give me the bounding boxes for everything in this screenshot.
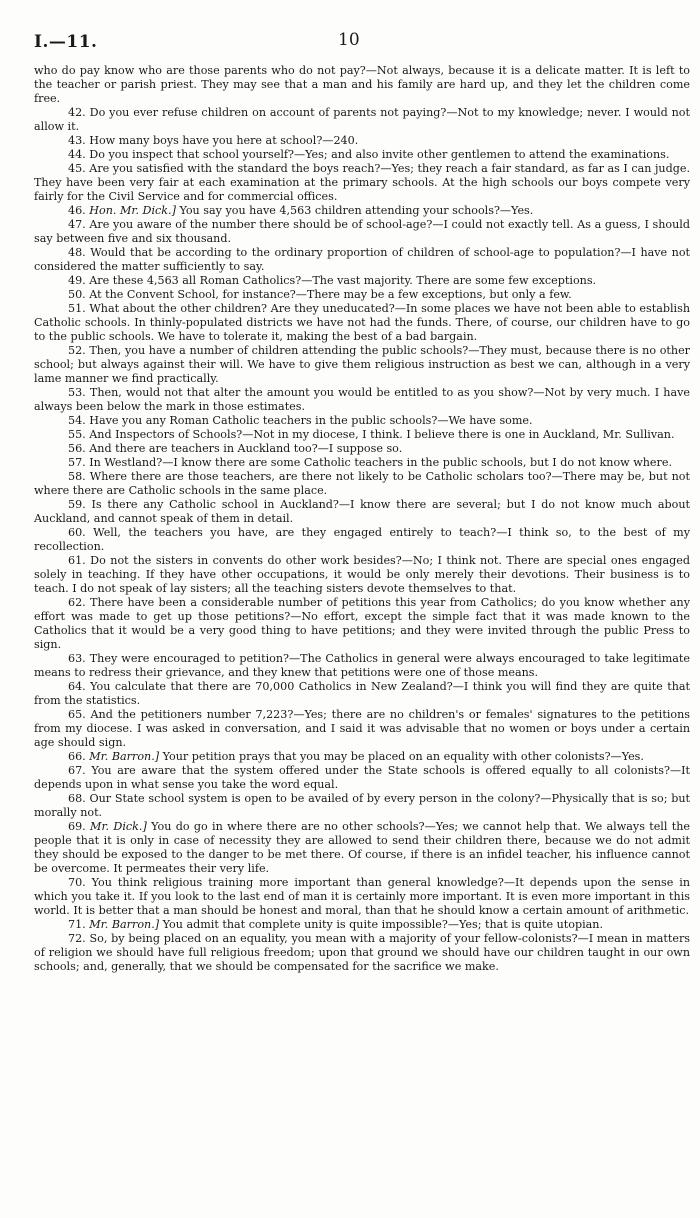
question-paragraph xyxy=(34,204,690,218)
paragraph-text: 43. How many boys have you here at school?—240. xyxy=(68,134,359,147)
page-number: 10 xyxy=(338,30,360,50)
speaker-name: Mr. Barron.] xyxy=(89,750,160,763)
question-paragraph xyxy=(34,386,690,414)
paragraph-text: 70. You think religious training more important than general knowledge?—It depends upon the sense in which you take it. If you look to the last end of man it is certainly more important. It is even more important in this world. It is better that a man should be honest and moral, than that he should know a certain amount of arithmetic. xyxy=(34,876,690,917)
speaker-name: Mr. Barron.] xyxy=(89,918,160,931)
question-paragraph xyxy=(34,750,690,764)
paragraph-text: 72. So, by being placed on an equality, you mean with a majority of your fellow-colonists?—I mean in matters of religion we should have full religious freedom; upon that ground we should have our children taught in our own schools; and, generally, that we should be compensated for the sacrifice we make. xyxy=(34,932,690,973)
question-paragraph xyxy=(34,596,690,652)
question-paragraph xyxy=(34,428,690,442)
paragraph-text: 57. In Westland?—I know there are some Catholic teachers in the public schools, but I do not know where. xyxy=(68,456,672,469)
paragraph-text: Your petition prays that you may be placed on an equality with other colonists?—Yes. xyxy=(159,750,644,763)
paragraph-text: You admit that complete unity is quite impossible?—Yes; that is quite utopian. xyxy=(159,918,604,931)
paragraph-text: 47. Are you aware of the number there should be of school-age?—I could not exactly tell. As a guess, I should say between five and six thousand. xyxy=(34,218,690,245)
paragraph-text: 67. You are aware that the system offered under the State schools is offered equally to all colonists?—It depends upon in what sense you take the word equal. xyxy=(34,764,690,791)
question-paragraph xyxy=(34,932,690,974)
question-number: 46. xyxy=(68,204,90,217)
question-paragraph xyxy=(34,64,690,106)
question-paragraph xyxy=(34,792,690,820)
paragraph-text: 62. There have been a considerable number of petitions this year from Catholics; do you know whether any effort was made to get up those petitions?—No effort, except the simple fact that it was made known to the Catholics that it would be a very good thing to have petitions; and they were invited through the public Press to sign. xyxy=(34,596,690,651)
question-paragraph xyxy=(34,274,690,288)
question-paragraph xyxy=(34,344,690,386)
question-paragraph xyxy=(34,526,690,554)
question-paragraph xyxy=(34,456,690,470)
paragraph-text: 49. Are these 4,563 all Roman Catholics?—The vast majority. There are some few exceptions. xyxy=(68,274,597,287)
body-text xyxy=(34,64,690,974)
question-paragraph xyxy=(34,414,690,428)
question-paragraph xyxy=(34,470,690,498)
question-paragraph xyxy=(34,680,690,708)
question-paragraph xyxy=(34,134,690,148)
question-paragraph xyxy=(34,652,690,680)
question-paragraph xyxy=(34,708,690,750)
paragraph-text: 42. Do you ever refuse children on account of parents not paying?—Not to my knowledge; never. I would not allow it. xyxy=(34,106,690,133)
question-paragraph xyxy=(34,302,690,344)
paragraph-text: 65. And the petitioners number 7,223?—Yes; there are no children's or females' signatures to the petitions from my diocese. I was asked in conversation, and I said it was advisable that no women or boys under a certain age should sign. xyxy=(34,708,690,749)
paragraph-text: 53. Then, would not that alter the amount you would be entitled to as you show?—Not by very much. I have always been below the mark in those estimates. xyxy=(34,386,690,413)
question-paragraph xyxy=(34,218,690,246)
paragraph-text: 60. Well, the teachers you have, are they engaged entirely to teach?—I think so, to the best of my recollection. xyxy=(34,526,690,553)
paragraph-text: You do go in where there are no other schools?—Yes; we cannot help that. We always tell the people that it is only in case of necessity they are allowed to send their children there, because we do not admit they should be exposed to the danger to be met there. Of course, if there is an infidel teacher, his influence cannot be overcome. It permeates their very life. xyxy=(34,820,690,875)
question-paragraph xyxy=(34,554,690,596)
question-paragraph xyxy=(34,246,690,274)
paragraph-text: 68. Our State school system is open to be availed of by every person in the colony?—Physically that is so; but morally not. xyxy=(34,792,690,819)
question-paragraph xyxy=(34,876,690,918)
paragraph-text: 58. Where there are those teachers, are there not likely to be Catholic scholars too?—There may be, but not where there are Catholic schools in the same place. xyxy=(34,470,690,497)
paragraph-text: 56. And there are teachers in Auckland too?—I suppose so. xyxy=(68,442,403,455)
paragraph-text: 48. Would that be according to the ordinary proportion of children of school-age to population?—I have not considered the matter sufficiently to say. xyxy=(34,246,690,273)
question-paragraph xyxy=(34,820,690,876)
paragraph-text: 45. Are you satisfied with the standard the boys reach?—Yes; they reach a fair standard, as far as I can judge. They have been very fair at each examination at the primary schools. At the high schools our boys compete very fairly for the Civil Service and for commercial offices. xyxy=(34,162,690,203)
speaker-name: Hon. Mr. Dick.] xyxy=(89,204,176,217)
paragraph-text: 63. They were encouraged to petition?—The Catholics in general were always encouraged to take legitimate means to redress their grievance, and they knew that petitions were one of those means. xyxy=(34,652,690,679)
paragraph-text: 50. At the Convent School, for instance?—There may be a few exceptions, but only a few. xyxy=(68,288,572,301)
question-number: 71. xyxy=(68,918,90,931)
paragraph-text: 55. And Inspectors of Schools?—Not in my diocese, I think. I believe there is one in Auckland, Mr. Sullivan. xyxy=(68,428,675,441)
document-reference: I.—11. xyxy=(34,32,98,52)
question-paragraph xyxy=(34,918,690,932)
question-paragraph xyxy=(34,442,690,456)
paragraph-text: You say you have 4,563 children attending your schools?—Yes. xyxy=(175,204,534,217)
speaker-name: Mr. Dick.] xyxy=(90,820,147,833)
paragraph-text: who do pay know who are those parents who do not pay?—Not always, because it is a delicate matter. It is left to the teacher or parish priest. They may see that a man and his family are hard up, and they let the children come free. xyxy=(34,64,690,105)
paragraph-text: 54. Have you any Roman Catholic teachers in the public schools?—We have some. xyxy=(68,414,533,427)
question-number: 66. xyxy=(68,750,90,763)
question-paragraph xyxy=(34,106,690,134)
paragraph-text: 44. Do you inspect that school yourself?—Yes; and also invite other gentlemen to attend the examinations. xyxy=(68,148,670,161)
paragraph-text: 51. What about the other children? Are they uneducated?—In some places we have not been able to establish Catholic schools. In thinly-populated districts we have not had the funds. There, of course, our children have to go to the public schools. We have to tolerate it, making the best of a bad bargain. xyxy=(34,302,690,343)
question-paragraph xyxy=(34,162,690,204)
paragraph-text: 52. Then, you have a number of children attending the public schools?—They must, because there is no other school; but always against their will. We have to give them religious instruction as best we can, although in a very lame manner we find practically. xyxy=(34,344,690,385)
paragraph-text: 61. Do not the sisters in convents do other work besides?—No; I think not. There are special ones engaged solely in teaching. If they have other occupations, it would be only merely their devotions. Their business is to teach. I do not speak of lay sisters; all the teaching sisters devote themselves to that. xyxy=(34,554,690,595)
paragraph-text: 64. You calculate that there are 70,000 Catholics in New Zealand?—I think you will find they are quite that from the statistics. xyxy=(34,680,690,707)
paragraph-text: 59. Is there any Catholic school in Auckland?—I know there are several; but I do not know much about Auckland, and cannot speak of them in detail. xyxy=(34,498,690,525)
question-paragraph xyxy=(34,288,690,302)
question-number: 69. xyxy=(68,820,91,833)
question-paragraph xyxy=(34,148,690,162)
question-paragraph xyxy=(34,498,690,526)
question-paragraph xyxy=(34,764,690,792)
